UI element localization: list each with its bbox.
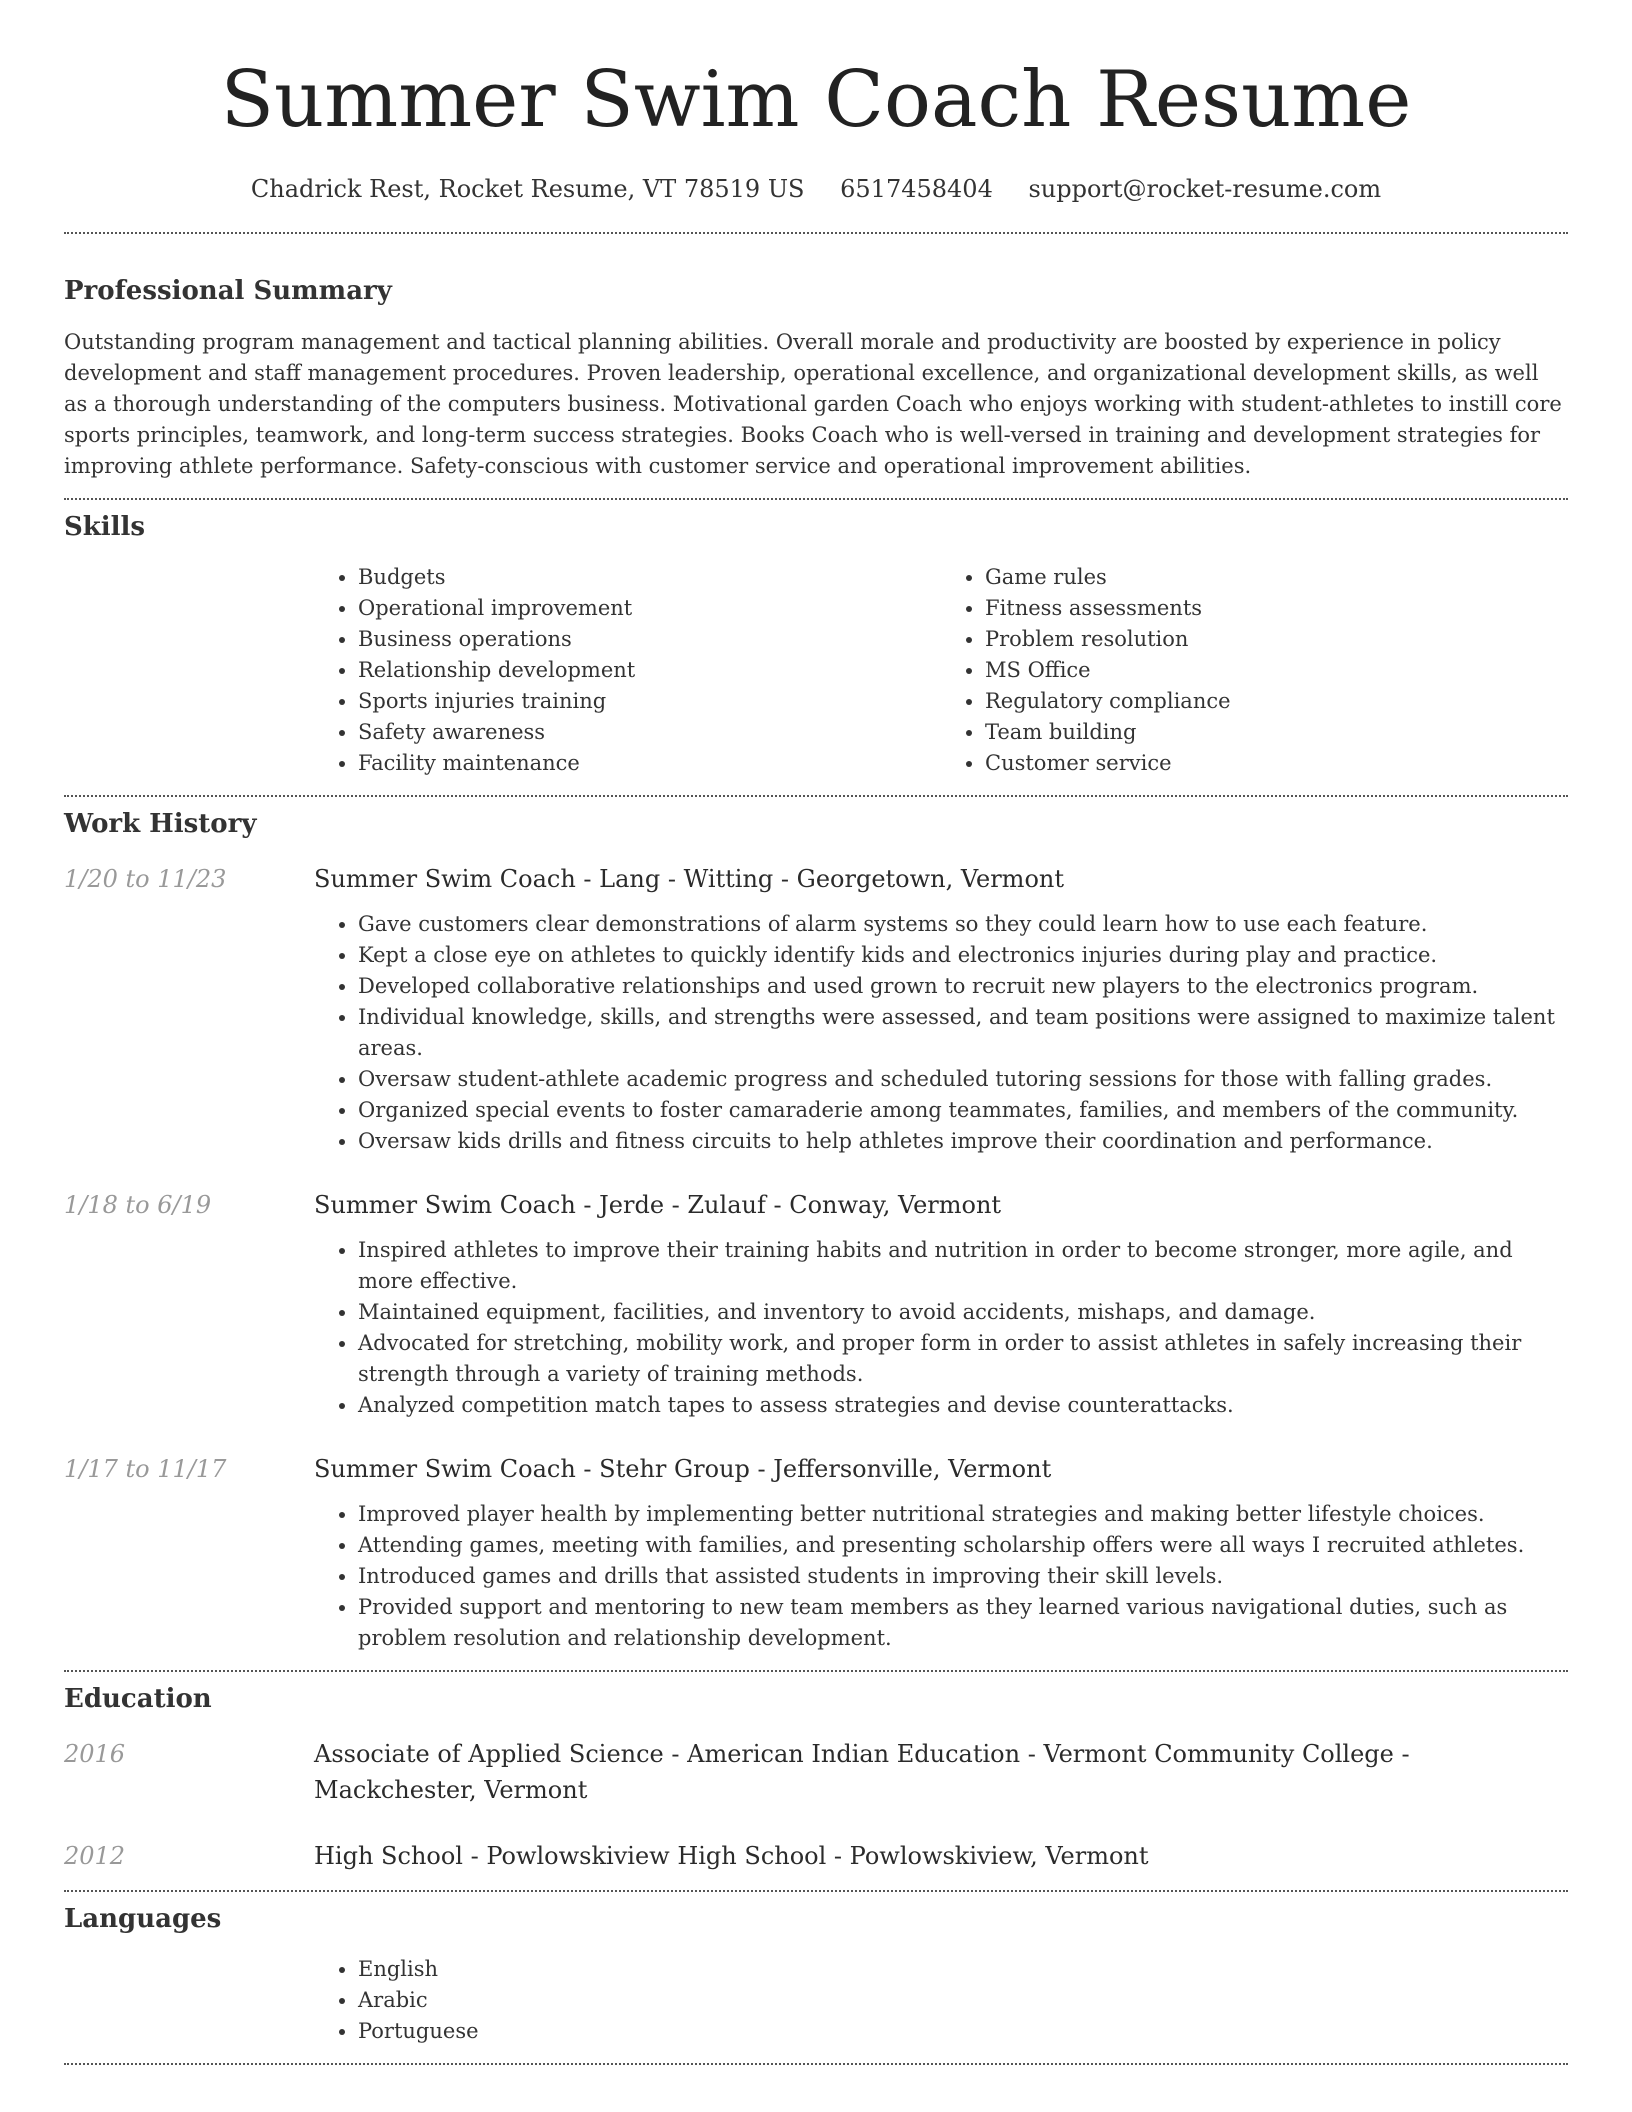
job-bullet: • Oversaw student-athlete academic progress and scheduled tutoring sessions for those with falling grades. bbox=[358, 1064, 1568, 1095]
job-bullet: • Provided support and mentoring to new team members as they learned various navigational duties, such as problem resolution and relationship development. bbox=[358, 1592, 1568, 1654]
job-entry bbox=[64, 1451, 1568, 1487]
skill-item: • Relationship development bbox=[358, 655, 941, 686]
skill-item: • Operational improvement bbox=[358, 593, 941, 624]
job-bullet: • Organized special events to foster camaraderie among teammates, families, and members of the community. bbox=[358, 1095, 1568, 1126]
divider bbox=[64, 795, 1568, 797]
job-title: Summer Swim Coach - Stehr Group - Jeffersonville, Vermont bbox=[314, 1455, 1052, 1483]
skill-item: • Sports injuries training bbox=[358, 686, 941, 717]
skills-right-column bbox=[941, 562, 1568, 779]
skill-item: • MS Office bbox=[985, 655, 1568, 686]
job-dates: 1/17 to 11/17 bbox=[64, 1455, 227, 1483]
resume-title: Summer Swim Coach Resume bbox=[220, 55, 1412, 145]
skill-item: • Problem resolution bbox=[985, 624, 1568, 655]
job-bullets bbox=[314, 1235, 1568, 1421]
skill-item: • Business operations bbox=[358, 624, 941, 655]
skill-item: • Facility maintenance bbox=[358, 748, 941, 779]
job-bullet: • Kept a close eye on athletes to quickly identify kids and electronics injuries during play and practice. bbox=[358, 940, 1568, 971]
skills-list bbox=[314, 562, 1568, 779]
education-year: 2012 bbox=[64, 1842, 126, 1870]
summary-text: Outstanding program management and tactical planning abilities. Overall morale and productivity are boosted by experience in policy development and staff management procedures. Proven leadership, operational excellence, and organizational development skills, as well as a thorough understanding of the computers business. Motivational garden Coach who enjoys working with student-athletes to instill core sports principles, teamwork, and long-term success strategies. Books Coach who is well-versed in training and development strategies for improving athlete performance. Safety-conscious with customer service and operational improvement abilities. bbox=[64, 330, 1562, 478]
job-bullet: • Attending games, meeting with families, and presenting scholarship offers were all ways I recruited athletes. bbox=[358, 1530, 1568, 1561]
summary-heading: Professional Summary bbox=[64, 276, 392, 306]
job-title: Summer Swim Coach - Jerde - Zulauf - Conway, Vermont bbox=[314, 1191, 1002, 1219]
skill-item: • Fitness assessments bbox=[985, 593, 1568, 624]
job-entry bbox=[64, 861, 1568, 897]
job-bullet: • Gave customers clear demonstrations of alarm systems so they could learn how to use each feature. bbox=[358, 909, 1568, 940]
language-item: • Arabic bbox=[358, 1985, 1568, 2016]
job-bullet: • Advocated for stretching, mobility work, and proper form in order to assist athletes in safely increasing their strength through a variety of training methods. bbox=[358, 1328, 1568, 1390]
contact-email: support@rocket-resume.com bbox=[1028, 175, 1382, 203]
education-title: High School - Powlowskiview High School - Powlowskiview, Vermont bbox=[314, 1842, 1149, 1870]
skill-item: • Game rules bbox=[985, 562, 1568, 593]
contact-line bbox=[64, 172, 1568, 206]
education-entry bbox=[64, 1838, 1568, 1874]
language-item: • Portuguese bbox=[358, 2016, 1568, 2047]
divider bbox=[64, 498, 1568, 500]
job-dates: 1/18 to 6/19 bbox=[64, 1191, 212, 1219]
skill-item: • Team building bbox=[985, 717, 1568, 748]
skill-item: • Regulatory compliance bbox=[985, 686, 1568, 717]
job-bullets bbox=[314, 1499, 1568, 1654]
skill-item: • Safety awareness bbox=[358, 717, 941, 748]
job-bullets bbox=[314, 909, 1568, 1157]
languages-list bbox=[314, 1954, 1568, 2047]
skill-item: • Budgets bbox=[358, 562, 941, 593]
contact-address: Chadrick Rest, Rocket Resume, VT 78519 US bbox=[250, 175, 805, 203]
skill-item: • Customer service bbox=[985, 748, 1568, 779]
job-dates: 1/20 to 11/23 bbox=[64, 865, 227, 893]
job-bullet: • Individual knowledge, skills, and strengths were assessed, and team positions were assigned to maximize talent areas. bbox=[358, 1002, 1568, 1064]
job-bullet: • Maintained equipment, facilities, and inventory to avoid accidents, mishaps, and damage. bbox=[358, 1297, 1568, 1328]
job-bullet: • Analyzed competition match tapes to assess strategies and devise counterattacks. bbox=[358, 1390, 1568, 1421]
language-item: • English bbox=[358, 1954, 1568, 1985]
job-entry bbox=[64, 1187, 1568, 1223]
job-bullet: • Inspired athletes to improve their training habits and nutrition in order to become stronger, more agile, and more effective. bbox=[358, 1235, 1568, 1297]
job-bullet: • Oversaw kids drills and fitness circuits to help athletes improve their coordination and performance. bbox=[358, 1126, 1568, 1157]
divider bbox=[64, 1670, 1568, 1672]
skills-left-column bbox=[314, 562, 941, 779]
divider bbox=[64, 2063, 1568, 2065]
job-title: Summer Swim Coach - Lang - Witting - Georgetown, Vermont bbox=[314, 865, 1064, 893]
divider bbox=[64, 1890, 1568, 1892]
education-year: 2016 bbox=[64, 1740, 126, 1768]
languages-heading: Languages bbox=[64, 1904, 222, 1934]
job-bullet: • Developed collaborative relationships and used grown to recruit new players to the electronics program. bbox=[358, 971, 1568, 1002]
work-heading: Work History bbox=[64, 809, 257, 839]
divider bbox=[64, 232, 1568, 234]
education-entry bbox=[64, 1736, 1568, 1808]
skills-heading: Skills bbox=[64, 512, 146, 542]
education-title: Associate of Applied Science - American Indian Education - Vermont Community College - Mackchester, Vermont bbox=[314, 1740, 1410, 1804]
education-heading: Education bbox=[64, 1684, 212, 1714]
job-bullet: • Improved player health by implementing better nutritional strategies and making better lifestyle choices. bbox=[358, 1499, 1568, 1530]
job-bullet: • Introduced games and drills that assisted students in improving their skill levels. bbox=[358, 1561, 1568, 1592]
contact-phone: 6517458404 bbox=[840, 175, 993, 203]
